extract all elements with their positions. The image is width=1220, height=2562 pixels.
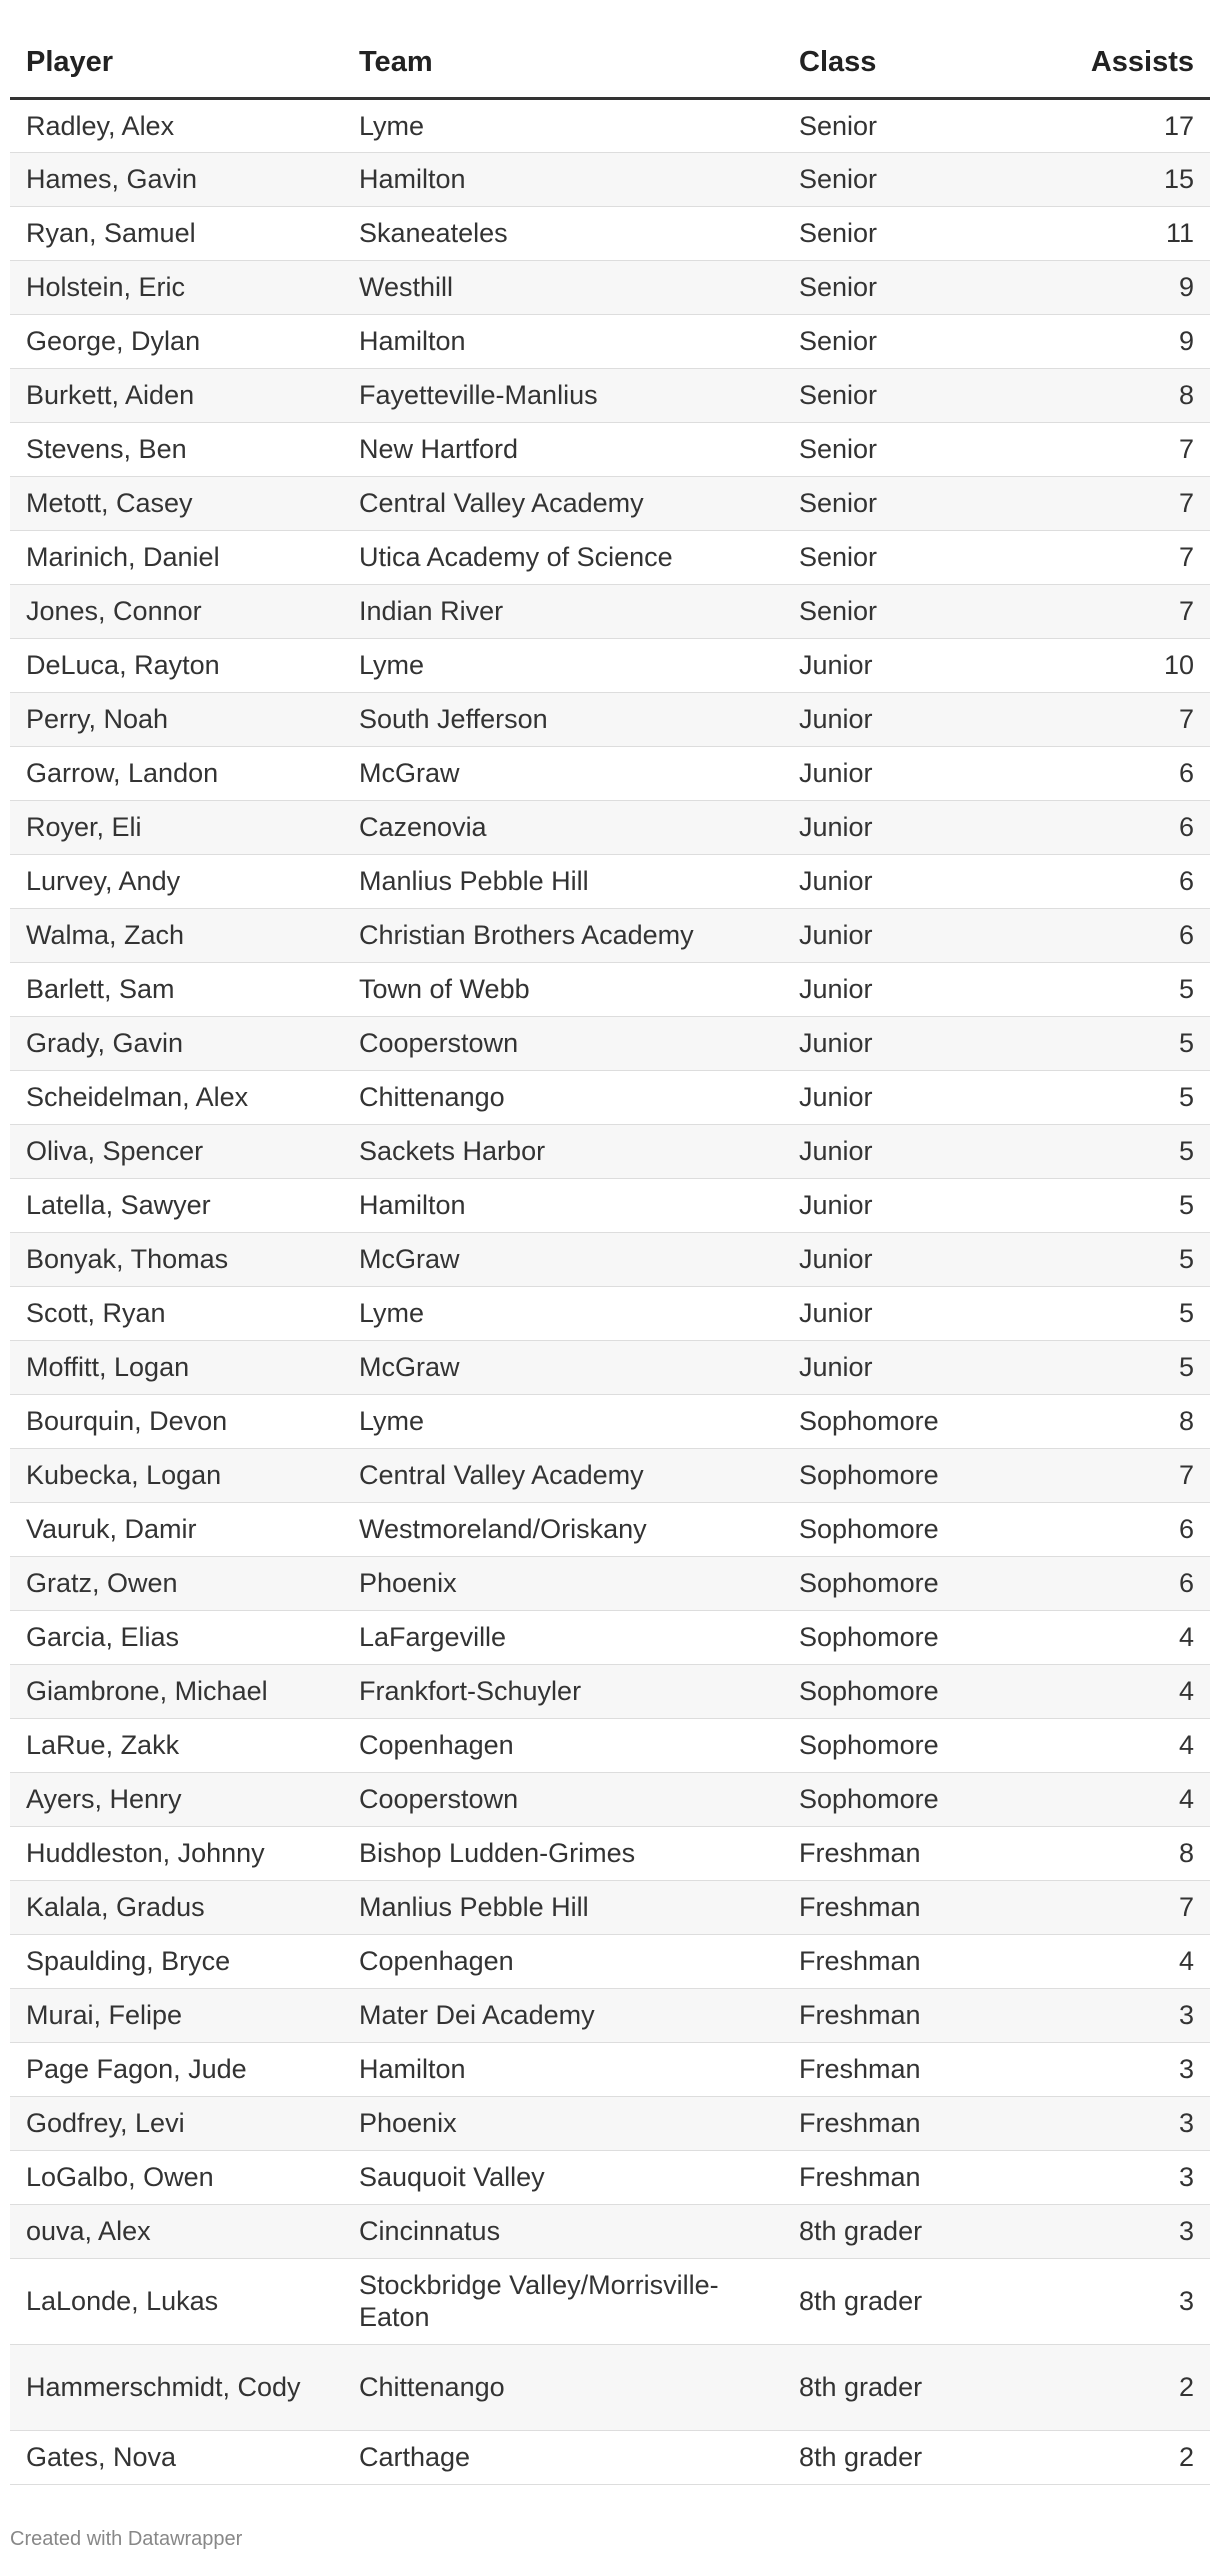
table-row — [10, 476, 1210, 530]
cell-team: Indian River — [343, 584, 783, 638]
cell-player: Hames, Gavin — [10, 152, 343, 206]
cell-class: Freshman — [783, 1934, 1033, 1988]
header-team[interactable]: Team — [343, 28, 783, 98]
cell-team: Sackets Harbor — [343, 1124, 783, 1178]
cell-class: Sophomore — [783, 1772, 1033, 1826]
cell-team: Cincinnatus — [343, 2204, 783, 2258]
cell-player: Gratz, Owen — [10, 1556, 343, 1610]
cell-team: Lyme — [343, 98, 783, 152]
cell-assists: 3 — [1033, 2096, 1210, 2150]
cell-team: Cazenovia — [343, 800, 783, 854]
cell-class: Senior — [783, 422, 1033, 476]
cell-player: Murai, Felipe — [10, 1988, 343, 2042]
table-row — [10, 314, 1210, 368]
table-row — [10, 2096, 1210, 2150]
cell-player: Radley, Alex — [10, 98, 343, 152]
cell-class: Junior — [783, 1232, 1033, 1286]
cell-assists: 7 — [1033, 530, 1210, 584]
table-row — [10, 2430, 1210, 2484]
cell-assists: 7 — [1033, 476, 1210, 530]
cell-team: Frankfort-Schuyler — [343, 1664, 783, 1718]
cell-class: Senior — [783, 314, 1033, 368]
cell-player: LoGalbo, Owen — [10, 2150, 343, 2204]
cell-assists: 3 — [1033, 2258, 1210, 2344]
cell-team: Lyme — [343, 638, 783, 692]
table-row — [10, 1664, 1210, 1718]
cell-assists: 6 — [1033, 1502, 1210, 1556]
cell-class: Junior — [783, 908, 1033, 962]
table-body — [10, 98, 1210, 2484]
cell-player: Metott, Casey — [10, 476, 343, 530]
cell-class: Senior — [783, 584, 1033, 638]
cell-team: Chittenango — [343, 2344, 783, 2430]
cell-assists: 6 — [1033, 908, 1210, 962]
cell-team: Bishop Ludden-Grimes — [343, 1826, 783, 1880]
cell-team: Sauquoit Valley — [343, 2150, 783, 2204]
cell-player: Ryan, Samuel — [10, 206, 343, 260]
table-row — [10, 152, 1210, 206]
cell-team: Hamilton — [343, 314, 783, 368]
cell-player: Giambrone, Michael — [10, 1664, 343, 1718]
cell-player: ouva, Alex — [10, 2204, 343, 2258]
cell-player: Huddleston, Johnny — [10, 1826, 343, 1880]
cell-class: Freshman — [783, 2150, 1033, 2204]
header-class[interactable]: Class — [783, 28, 1033, 98]
cell-class: Sophomore — [783, 1556, 1033, 1610]
table-row — [10, 1070, 1210, 1124]
cell-assists: 5 — [1033, 1124, 1210, 1178]
cell-team: Copenhagen — [343, 1718, 783, 1772]
table-row — [10, 422, 1210, 476]
cell-class: Junior — [783, 692, 1033, 746]
cell-team: Town of Webb — [343, 962, 783, 1016]
cell-assists: 3 — [1033, 2150, 1210, 2204]
cell-player: LaRue, Zakk — [10, 1718, 343, 1772]
cell-team: Lyme — [343, 1286, 783, 1340]
cell-team: Mater Dei Academy — [343, 1988, 783, 2042]
table-row — [10, 1772, 1210, 1826]
cell-player: Page Fagon, Jude — [10, 2042, 343, 2096]
cell-class: Junior — [783, 1070, 1033, 1124]
cell-player: Garrow, Landon — [10, 746, 343, 800]
table-header — [10, 28, 1210, 98]
cell-assists: 6 — [1033, 746, 1210, 800]
cell-team: Hamilton — [343, 152, 783, 206]
cell-class: Sophomore — [783, 1502, 1033, 1556]
cell-team: New Hartford — [343, 422, 783, 476]
table-row — [10, 908, 1210, 962]
cell-team: Manlius Pebble Hill — [343, 1880, 783, 1934]
cell-player: Bonyak, Thomas — [10, 1232, 343, 1286]
cell-team: McGraw — [343, 1340, 783, 1394]
cell-team: Manlius Pebble Hill — [343, 854, 783, 908]
cell-player: Barlett, Sam — [10, 962, 343, 1016]
cell-team: Lyme — [343, 1394, 783, 1448]
cell-team: Utica Academy of Science — [343, 530, 783, 584]
cell-class: Sophomore — [783, 1394, 1033, 1448]
cell-player: Walma, Zach — [10, 908, 343, 962]
cell-player: Stevens, Ben — [10, 422, 343, 476]
cell-player: Marinich, Daniel — [10, 530, 343, 584]
cell-class: Freshman — [783, 1826, 1033, 1880]
table-row — [10, 2204, 1210, 2258]
table-row — [10, 1988, 1210, 2042]
assists-table-container — [10, 28, 1210, 2485]
cell-team: McGraw — [343, 1232, 783, 1286]
table-row — [10, 1286, 1210, 1340]
cell-team: Westmoreland/Oriskany — [343, 1502, 783, 1556]
header-player[interactable]: Player — [10, 28, 343, 98]
table-row — [10, 1718, 1210, 1772]
cell-assists: 8 — [1033, 1826, 1210, 1880]
header-assists[interactable]: Assists — [1033, 28, 1210, 98]
cell-team: Cooperstown — [343, 1016, 783, 1070]
cell-assists: 10 — [1033, 638, 1210, 692]
table-row — [10, 1178, 1210, 1232]
assists-table — [10, 28, 1210, 2485]
cell-player: Scheidelman, Alex — [10, 1070, 343, 1124]
cell-team: Fayetteville-Manlius — [343, 368, 783, 422]
cell-player: Garcia, Elias — [10, 1610, 343, 1664]
cell-assists: 5 — [1033, 962, 1210, 1016]
cell-player: DeLuca, Rayton — [10, 638, 343, 692]
cell-assists: 6 — [1033, 800, 1210, 854]
cell-team: Hamilton — [343, 1178, 783, 1232]
cell-player: Kalala, Gradus — [10, 1880, 343, 1934]
table-row — [10, 1610, 1210, 1664]
cell-team: Carthage — [343, 2430, 783, 2484]
cell-assists: 5 — [1033, 1016, 1210, 1070]
cell-class: Freshman — [783, 1988, 1033, 2042]
table-row — [10, 1880, 1210, 1934]
cell-assists: 8 — [1033, 368, 1210, 422]
cell-class: Senior — [783, 530, 1033, 584]
cell-team: South Jefferson — [343, 692, 783, 746]
cell-team: Central Valley Academy — [343, 476, 783, 530]
cell-player: Kubecka, Logan — [10, 1448, 343, 1502]
cell-player: Lurvey, Andy — [10, 854, 343, 908]
cell-team: Stockbridge Valley/Morrisville-Eaton — [343, 2258, 783, 2344]
table-row — [10, 260, 1210, 314]
cell-class: Junior — [783, 1124, 1033, 1178]
cell-class: 8th grader — [783, 2344, 1033, 2430]
cell-assists: 4 — [1033, 1934, 1210, 1988]
table-row — [10, 1556, 1210, 1610]
cell-team: Christian Brothers Academy — [343, 908, 783, 962]
cell-class: Junior — [783, 962, 1033, 1016]
table-row — [10, 98, 1210, 152]
cell-player: Gates, Nova — [10, 2430, 343, 2484]
cell-class: Senior — [783, 98, 1033, 152]
cell-assists: 9 — [1033, 260, 1210, 314]
header-row — [10, 28, 1210, 98]
cell-player: Spaulding, Bryce — [10, 1934, 343, 1988]
cell-class: 8th grader — [783, 2258, 1033, 2344]
cell-assists: 6 — [1033, 1556, 1210, 1610]
table-row — [10, 2258, 1210, 2344]
table-row — [10, 746, 1210, 800]
cell-player: Perry, Noah — [10, 692, 343, 746]
cell-class: Junior — [783, 854, 1033, 908]
cell-class: Junior — [783, 1286, 1033, 1340]
cell-player: Grady, Gavin — [10, 1016, 343, 1070]
table-row — [10, 1232, 1210, 1286]
cell-player: Burkett, Aiden — [10, 368, 343, 422]
table-row — [10, 2344, 1210, 2430]
cell-class: Senior — [783, 368, 1033, 422]
table-row — [10, 530, 1210, 584]
cell-assists: 5 — [1033, 1286, 1210, 1340]
cell-assists: 4 — [1033, 1772, 1210, 1826]
cell-player: Oliva, Spencer — [10, 1124, 343, 1178]
cell-player: Bourquin, Devon — [10, 1394, 343, 1448]
table-row — [10, 854, 1210, 908]
cell-assists: 15 — [1033, 152, 1210, 206]
cell-class: 8th grader — [783, 2204, 1033, 2258]
cell-assists: 5 — [1033, 1070, 1210, 1124]
table-row — [10, 1394, 1210, 1448]
cell-player: Ayers, Henry — [10, 1772, 343, 1826]
cell-team: Copenhagen — [343, 1934, 783, 1988]
cell-class: Freshman — [783, 2042, 1033, 2096]
cell-player: Hammerschmidt, Cody — [10, 2344, 343, 2430]
table-row — [10, 1016, 1210, 1070]
cell-player: Jones, Connor — [10, 584, 343, 638]
cell-class: Senior — [783, 152, 1033, 206]
cell-class: Junior — [783, 1340, 1033, 1394]
cell-player: Moffitt, Logan — [10, 1340, 343, 1394]
cell-player: LaLonde, Lukas — [10, 2258, 343, 2344]
cell-player: Holstein, Eric — [10, 260, 343, 314]
cell-assists: 3 — [1033, 2204, 1210, 2258]
table-row — [10, 2150, 1210, 2204]
cell-assists: 11 — [1033, 206, 1210, 260]
cell-assists: 4 — [1033, 1718, 1210, 1772]
table-row — [10, 1340, 1210, 1394]
cell-team: Phoenix — [343, 2096, 783, 2150]
table-row — [10, 368, 1210, 422]
cell-class: Freshman — [783, 1880, 1033, 1934]
cell-player: Godfrey, Levi — [10, 2096, 343, 2150]
cell-assists: 2 — [1033, 2344, 1210, 2430]
cell-class: Sophomore — [783, 1718, 1033, 1772]
table-row — [10, 638, 1210, 692]
cell-assists: 5 — [1033, 1232, 1210, 1286]
cell-class: Senior — [783, 260, 1033, 314]
cell-class: Junior — [783, 1178, 1033, 1232]
cell-class: Senior — [783, 476, 1033, 530]
cell-class: Junior — [783, 638, 1033, 692]
cell-class: Sophomore — [783, 1448, 1033, 1502]
cell-class: Junior — [783, 746, 1033, 800]
cell-class: Junior — [783, 800, 1033, 854]
cell-class: Freshman — [783, 2096, 1033, 2150]
table-row — [10, 692, 1210, 746]
cell-player: George, Dylan — [10, 314, 343, 368]
cell-class: Sophomore — [783, 1610, 1033, 1664]
table-row — [10, 206, 1210, 260]
table-row — [10, 800, 1210, 854]
datawrapper-credit[interactable]: Created with Datawrapper — [10, 2528, 243, 2550]
cell-assists: 17 — [1033, 98, 1210, 152]
cell-assists: 3 — [1033, 1988, 1210, 2042]
cell-assists: 7 — [1033, 692, 1210, 746]
cell-player: Scott, Ryan — [10, 1286, 343, 1340]
cell-class: Sophomore — [783, 1664, 1033, 1718]
cell-assists: 7 — [1033, 1880, 1210, 1934]
table-row — [10, 1826, 1210, 1880]
cell-assists: 7 — [1033, 422, 1210, 476]
cell-team: Skaneateles — [343, 206, 783, 260]
cell-class: 8th grader — [783, 2430, 1033, 2484]
cell-team: McGraw — [343, 746, 783, 800]
cell-team: Hamilton — [343, 2042, 783, 2096]
cell-assists: 4 — [1033, 1664, 1210, 1718]
cell-team: Westhill — [343, 260, 783, 314]
cell-assists: 7 — [1033, 584, 1210, 638]
cell-assists: 9 — [1033, 314, 1210, 368]
cell-assists: 5 — [1033, 1340, 1210, 1394]
cell-team: Central Valley Academy — [343, 1448, 783, 1502]
cell-team: Chittenango — [343, 1070, 783, 1124]
table-row — [10, 1448, 1210, 1502]
cell-player: Latella, Sawyer — [10, 1178, 343, 1232]
cell-team: Cooperstown — [343, 1772, 783, 1826]
cell-player: Royer, Eli — [10, 800, 343, 854]
table-row — [10, 1502, 1210, 1556]
cell-assists: 5 — [1033, 1178, 1210, 1232]
cell-team: LaFargeville — [343, 1610, 783, 1664]
cell-assists: 8 — [1033, 1394, 1210, 1448]
table-row — [10, 1934, 1210, 1988]
cell-team: Phoenix — [343, 1556, 783, 1610]
cell-assists: 6 — [1033, 854, 1210, 908]
table-row — [10, 962, 1210, 1016]
cell-assists: 3 — [1033, 2042, 1210, 2096]
cell-player: Vauruk, Damir — [10, 1502, 343, 1556]
cell-assists: 2 — [1033, 2430, 1210, 2484]
table-row — [10, 584, 1210, 638]
table-row — [10, 1124, 1210, 1178]
cell-assists: 4 — [1033, 1610, 1210, 1664]
table-row — [10, 2042, 1210, 2096]
cell-class: Senior — [783, 206, 1033, 260]
cell-class: Junior — [783, 1016, 1033, 1070]
cell-assists: 7 — [1033, 1448, 1210, 1502]
